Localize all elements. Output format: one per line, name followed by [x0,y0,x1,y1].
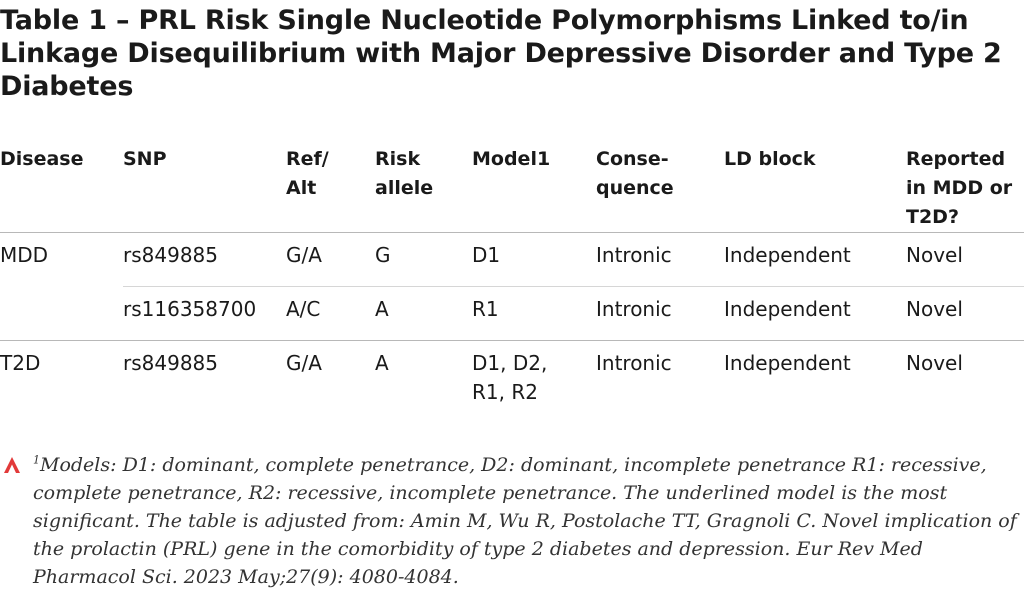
cell-snp: rs849885 [123,341,286,421]
table-title: Table 1 – PRL Risk Single Nucleotide Polymorphisms Linked to/in Linkage Disequilibrium with Major Depressive Disorder and Type 2 Diabetes [0,5,1002,102]
cell-risk-allele: A [375,287,472,341]
cell-model: D1 [472,233,596,287]
snp-table [0,140,1024,421]
cell-ld-block: Independent [724,287,906,341]
cell-model: R1 [472,287,596,341]
table-row [0,287,1024,341]
header-consequence: Conse- quence [596,148,674,199]
footnote-body: Models: D1: dominant, complete penetrance, D2: dominant, incomplete penetrance R1: recessive, complete penetrance, R2: recessive, incomplete penetrance. The underlined model is the most significant. The table is adjusted from: Amin M, Wu R, Postolache TT, Gragnoli C. Novel implication of the prolactin (PRL) gene in the comorbidity of type 2 diabetes and depression. Eur Rev Med Pharmacol Sci. 2023 May;27(9): 4080-4084. [33,454,1017,588]
cell-ref-alt: G/A [286,341,375,421]
cell-ld-block: Independent [724,341,906,421]
cell-snp: rs849885 [123,233,286,287]
footnote-superscript: 1 [33,453,40,467]
cell-ld-block: Independent [724,233,906,287]
cell-reported: Novel [906,233,1024,287]
table-header-row [0,140,1024,233]
cell-reported: Novel [906,287,1024,341]
cell-ref-alt: G/A [286,233,375,287]
table-row [0,341,1024,421]
cell-disease: MDD [0,233,123,287]
table-row [0,233,1024,287]
header-disease: Disease [0,148,84,170]
header-model: Model1 [472,148,551,170]
cell-disease: T2D [0,341,123,421]
cell-snp: rs116358700 [123,287,286,341]
cell-ref-alt: A/C [286,287,375,341]
header-ref-alt: Ref/ Alt [286,148,329,199]
header-snp: SNP [123,148,167,170]
cell-consequence: Intronic [596,341,724,421]
cell-reported: Novel [906,341,1024,421]
cell-disease [0,287,123,341]
cell-risk-allele: A [375,341,472,421]
cell-consequence: Intronic [596,287,724,341]
cell-model: D1, D2, R1, R2 [472,341,596,421]
cell-risk-allele: G [375,233,472,287]
header-risk-allele: Risk allele [375,148,434,199]
header-reported: Reported in MDD or T2D? [906,148,1013,228]
footnote-text [33,451,1023,591]
cell-consequence: Intronic [596,233,724,287]
header-ld-block: LD block [724,148,816,170]
